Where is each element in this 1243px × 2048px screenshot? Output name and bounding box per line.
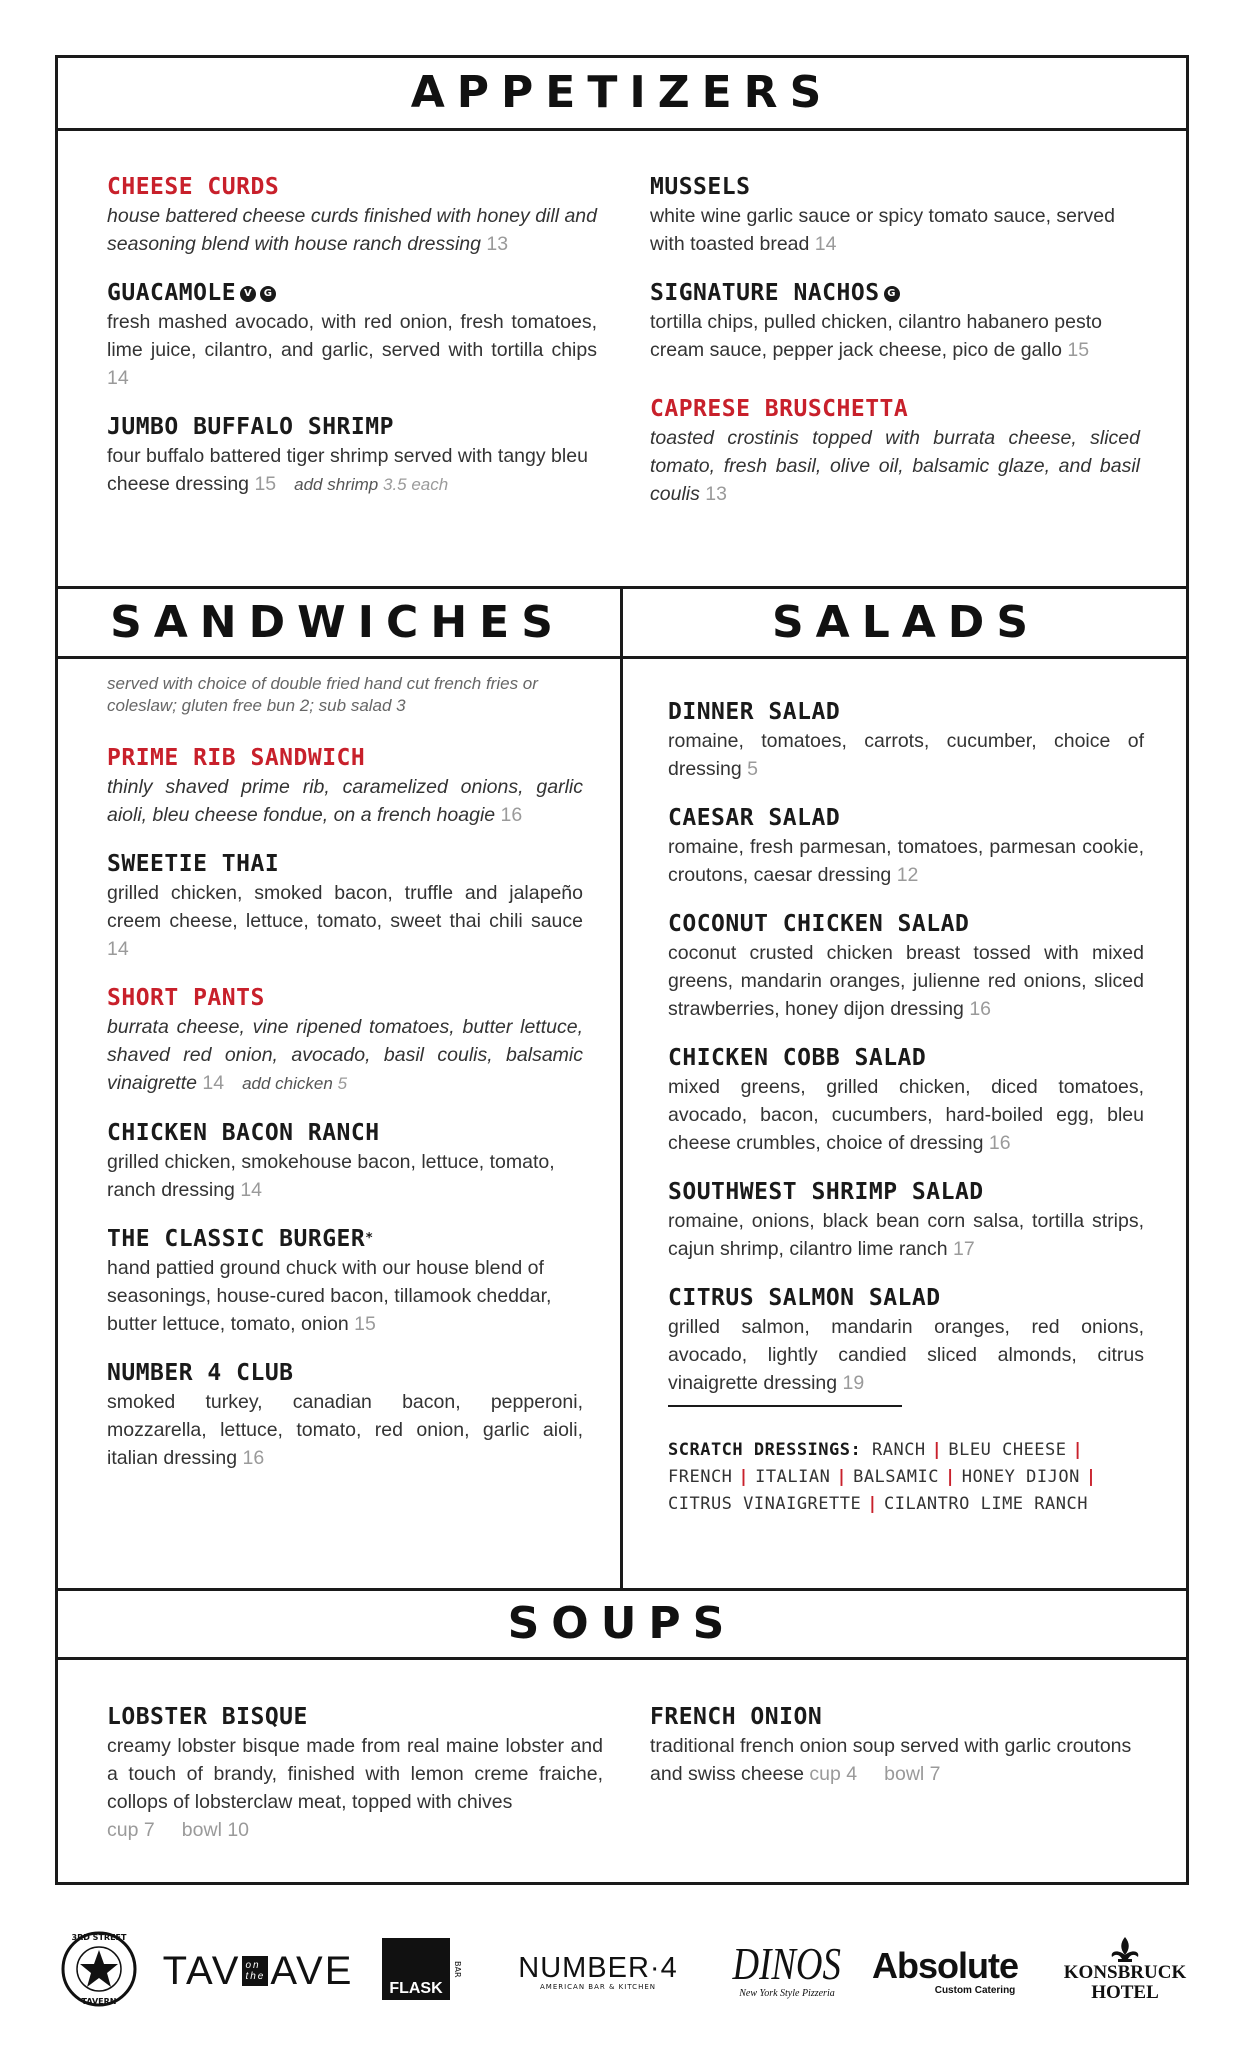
appetizers-right-column (650, 172, 1140, 528)
item-name: DINNER SALAD (668, 699, 841, 725)
absolute-catering-logo: Absolute Custom Catering (871, 1944, 1018, 1996)
item-description: hand pattied ground chuck with our house blend of seasonings, house-cured bacon, tillamook cheddar, butter lettuce, tomato, onion 15 (107, 1257, 552, 1335)
item-price: 14 (240, 1179, 263, 1201)
menu-item (107, 743, 583, 829)
item-description: traditional french onion soup served with garlic croutons and swiss cheese cup 4 bowl 7 (650, 1735, 1132, 1785)
item-description: fresh mashed avocado, with red onion, fresh tomatoes, lime juice, cilantro, and garlic, served with tortilla chips 14 (107, 311, 597, 389)
menu-item (668, 1043, 1144, 1157)
menu-item (668, 1283, 1144, 1397)
item-price: 5 (747, 758, 758, 780)
item-price: 14 (107, 938, 129, 960)
item-price: 14 (107, 367, 129, 389)
menu-item (107, 278, 597, 392)
item-description: romaine, tomatoes, carrots, cucumber, choice of dressing 5 (668, 730, 1144, 780)
divider (55, 1657, 1189, 1660)
item-name: LOBSTER BISQUE (107, 1704, 308, 1730)
menu-item (650, 278, 1140, 364)
item-description: white wine garlic sauce or spicy tomato sauce, served with toasted bread 14 (650, 205, 1115, 255)
menu-item (107, 1358, 583, 1472)
appetizers-left-column (107, 172, 597, 519)
item-description: coconut crusted chicken breast tossed with mixed greens, mandarin oranges, julienne red onions, sliced strawberries, honey dijon dressing 16 (668, 942, 1144, 1020)
item-price: 16 (969, 998, 992, 1020)
item-name: FRENCH ONION (650, 1704, 823, 1730)
item-name: NUMBER 4 CLUB (107, 1360, 294, 1386)
item-name: MUSSELS (650, 174, 751, 200)
item-name: PRIME RIB SANDWICH (107, 745, 366, 771)
item-name: SHORT PANTS (107, 985, 265, 1011)
divider (668, 1405, 902, 1407)
item-description: grilled chicken, smokehouse bacon, lettuce, tomato, ranch dressing 14 (107, 1151, 555, 1201)
item-price: 15 (354, 1313, 376, 1335)
divider (620, 586, 623, 1590)
menu-item (650, 394, 1140, 508)
sandwiches-title: SANDWICHES (110, 597, 565, 648)
item-price: 19 (842, 1372, 865, 1394)
item-description: thinly shaved prime rib, caramelized onions, garlic aioli, bleu cheese fondue, on a french hoagie 16 (107, 776, 583, 826)
item-price: 15 (254, 473, 277, 495)
item-price: 14 (202, 1072, 225, 1094)
menu-item (107, 412, 597, 499)
item-price: 16 (988, 1132, 1011, 1154)
item-name: CAPRESE BRUSCHETTA (650, 396, 909, 422)
item-price: bowl 7 (884, 1763, 941, 1785)
sandwich-note: served with choice of double fried hand cut french fries or coleslaw; gluten free bun 2; sub salad 3 (107, 674, 538, 715)
item-price: 13 (486, 233, 509, 255)
item-description: smoked turkey, canadian bacon, pepperoni, mozzarella, lettuce, tomato, red onion, garlic aioli, italian dressing 16 (107, 1391, 583, 1469)
fleur-de-lis-icon (1108, 1937, 1142, 1963)
item-price: 12 (896, 864, 919, 886)
add-on: add chicken 5 (242, 1074, 348, 1093)
menu-item (107, 1118, 583, 1204)
menu-item (107, 172, 597, 258)
item-price: 13 (705, 483, 727, 505)
item-price: 15 (1067, 339, 1090, 361)
appetizers-title: APPETIZERS (410, 67, 834, 118)
item-price: bowl 10 (181, 1819, 250, 1841)
item-name: SIGNATURE NACHOS G (650, 278, 1140, 308)
gluten-free-icon: G (884, 286, 900, 302)
item-description: burrata cheese, vine ripened tomatoes, butter lettuce, shaved red onion, avocado, basil coulis, balsamic vinaigrette 14 add chicken 5 (107, 1016, 583, 1094)
soups-left-column (107, 1702, 603, 1864)
item-price: cup 4 (809, 1763, 858, 1785)
dressings-label: SCRATCH DRESSINGS: (668, 1440, 862, 1460)
menu-item (668, 803, 1144, 889)
third-street-tavern-logo: 3RD STREET TAVERN (60, 1930, 138, 2008)
item-name: CHICKEN BACON RANCH (107, 1120, 380, 1146)
item-name: CHEESE CURDS (107, 174, 280, 200)
item-description: house battered cheese curds finished with honey dill and seasoning blend with house ranch dressing 13 (107, 205, 597, 255)
item-price: 17 (953, 1238, 975, 1260)
dinos-logo: DINOS New York Style Pizzeria (732, 1937, 842, 1999)
divider (55, 128, 1189, 131)
item-name: THE CLASSIC BURGER* (107, 1226, 374, 1252)
item-description: grilled salmon, mandarin oranges, red onions, avocado, lightly candied sliced almonds, citrus vinaigrette dressing 19 (668, 1316, 1144, 1394)
item-name: SWEETIE THAI (107, 851, 280, 877)
menu-item (650, 1702, 1146, 1788)
gluten-free-icon: G (260, 286, 276, 302)
item-price: 14 (814, 233, 837, 255)
item-name: GUACAMOLE V G (107, 278, 597, 308)
menu-item (107, 1224, 583, 1338)
flask-bar-logo: FLASK BAR (380, 1936, 464, 2002)
item-description: grilled chicken, smoked bacon, truffle and jalapeño creem cheese, lettuce, tomato, sweet thai chili sauce 14 (107, 882, 583, 960)
item-name: SOUTHWEST SHRIMP SALAD (668, 1179, 984, 1205)
menu-item (650, 172, 1140, 258)
menu-item (107, 849, 583, 963)
item-price: cup 7 (107, 1819, 155, 1841)
scratch-dressings: SCRATCH DRESSINGS: RANCH | BLEU CHEESE | FRENCH | ITALIAN | BALSAMIC | HONEY DIJON | CITRUS VINAIGRETTE | CILANTRO LIME RANCH (668, 1440, 1097, 1514)
konsbruck-hotel-logo: KONSBRUCK HOTEL (1055, 1930, 1195, 2010)
vegan-icon: V (240, 286, 256, 302)
item-description: romaine, fresh parmesan, tomatoes, parmesan cookie, croutons, caesar dressing 12 (668, 836, 1144, 886)
footer-logos (55, 1930, 1195, 2010)
item-name: CHICKEN COBB SALAD (668, 1045, 927, 1071)
soups-title: SOUPS (507, 1598, 737, 1649)
item-description: toasted crostinis topped with burrata cheese, sliced tomato, fresh basil, olive oil, balsamic glaze, and basil coulis 13 (650, 427, 1140, 505)
item-price: 16 (242, 1447, 265, 1469)
menu-item (668, 1177, 1144, 1263)
sandwiches-column (107, 673, 583, 1492)
item-description: romaine, onions, black bean corn salsa, tortilla strips, cajun shrimp, cilantro lime ranch 17 (668, 1210, 1144, 1260)
item-name: CAESAR SALAD (668, 805, 841, 831)
item-description: mixed greens, grilled chicken, diced tomatoes, avocado, bacon, cucumbers, hard-boiled egg, bleu cheese crumbles, choice of dressing 16 (668, 1076, 1144, 1154)
item-description: creamy lobster bisque made from real maine lobster and a touch of brandy, finished with lemon creme fraiche, collops of lobsterclaw meat, topped with chives cup 7 bowl 10 (107, 1735, 603, 1841)
item-description: four buffalo battered tiger shrimp served with tangy bleu cheese dressing 15 add shrimp 3.5 each (107, 445, 588, 495)
salads-column (668, 697, 1144, 1518)
menu-item (668, 909, 1144, 1023)
item-name: CITRUS SALMON SALAD (668, 1285, 941, 1311)
menu-item (107, 983, 583, 1098)
item-price: 16 (500, 804, 523, 826)
item-name: JUMBO BUFFALO SHRIMP (107, 414, 394, 440)
number-4-logo: NUMBER·4 AMERICAN BAR & KITCHEN (518, 1952, 678, 1991)
item-name: COCONUT CHICKEN SALAD (668, 911, 970, 937)
item-description: tortilla chips, pulled chicken, cilantro habanero pesto cream sauce, pepper jack cheese, pico de gallo 15 (650, 311, 1103, 361)
add-on: add shrimp 3.5 each (294, 475, 449, 494)
soups-right-column (650, 1702, 1146, 1808)
menu-item (668, 697, 1144, 783)
menu-item (107, 1702, 603, 1844)
tav-on-the-ave-logo: TAV on the AVE (162, 1948, 354, 1993)
salads-title: SALADS (771, 597, 1041, 648)
